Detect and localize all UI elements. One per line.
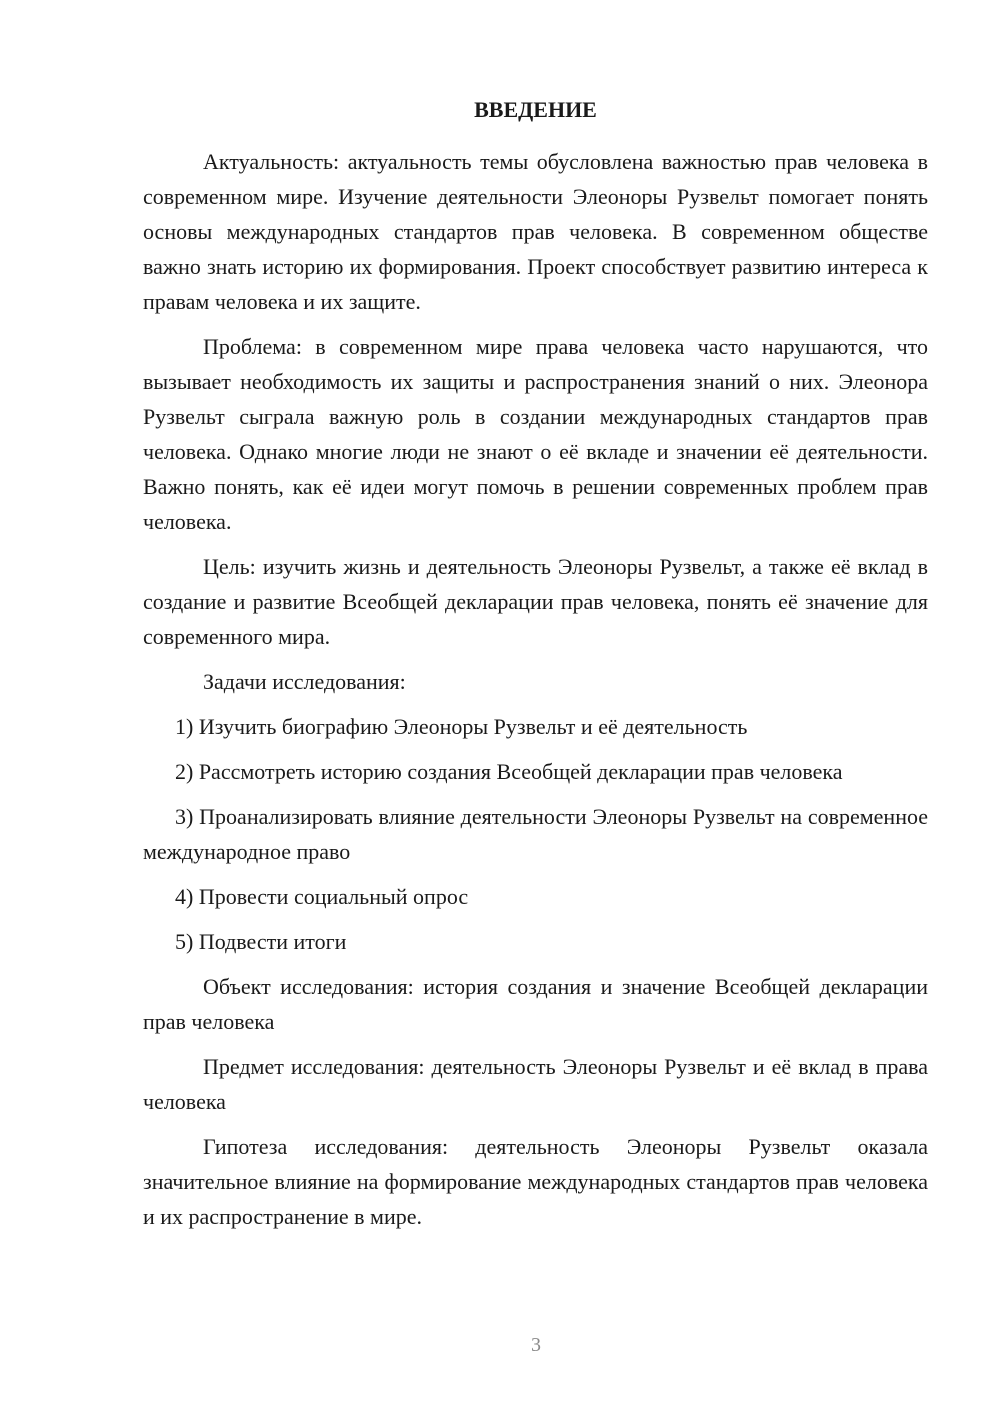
tasks-heading: Задачи исследования: bbox=[203, 669, 406, 694]
task-item-1: 1) Изучить биографию Элеоноры Рузвельт и её деятельность bbox=[175, 714, 748, 739]
section-title: ВВЕДЕНИЕ bbox=[474, 97, 597, 122]
goal-paragraph: Цель: изучить жизнь и деятельность Элеоноры Рузвельт, а также её вклад в создание и развитие Всеобщей декларации прав человека, понять её значение для современного мира. bbox=[143, 554, 928, 649]
relevance-paragraph: Актуальность: актуальность темы обусловлена важностью прав человека в современном мире. Изучение деятельности Элеоноры Рузвельт помогает понять основы международных стандартов прав человека. В современном обществе важно знать историю их формирования. Проект способствует развитию интереса к правам человека и их защите. bbox=[143, 149, 928, 314]
hypothesis-paragraph: Гипотеза исследования: деятельность Элеоноры Рузвельт оказала значительное влияние на формирование международных стандартов прав человека и их распространение в мире. bbox=[143, 1134, 928, 1229]
subject-paragraph: Предмет исследования: деятельность Элеоноры Рузвельт и её вклад в права человека bbox=[143, 1054, 928, 1114]
task-item-4: 4) Провести социальный опрос bbox=[175, 884, 469, 909]
page-number: 3 bbox=[531, 1334, 541, 1356]
task-item-5: 5) Подвести итоги bbox=[175, 929, 347, 954]
object-paragraph: Объект исследования: история создания и значение Всеобщей декларации прав человека bbox=[143, 974, 928, 1034]
problem-paragraph: Проблема: в современном мире права человека часто нарушаются, что вызывает необходимость их защиты и распространения знаний о них. Элеонора Рузвельт сыграла важную роль в создании международных стандартов прав человека. Однако многие люди не знают о её вкладе и значении её деятельности. Важно понять, как её идеи могут помочь в решении современных проблем прав человека. bbox=[143, 334, 928, 534]
task-item-3: 3) Проанализировать влияние деятельности Элеоноры Рузвельт на современное международное право bbox=[143, 804, 928, 864]
page-content bbox=[143, 96, 928, 1244]
task-item-2: 2) Рассмотреть историю создания Всеобщей декларации прав человека bbox=[175, 759, 843, 784]
